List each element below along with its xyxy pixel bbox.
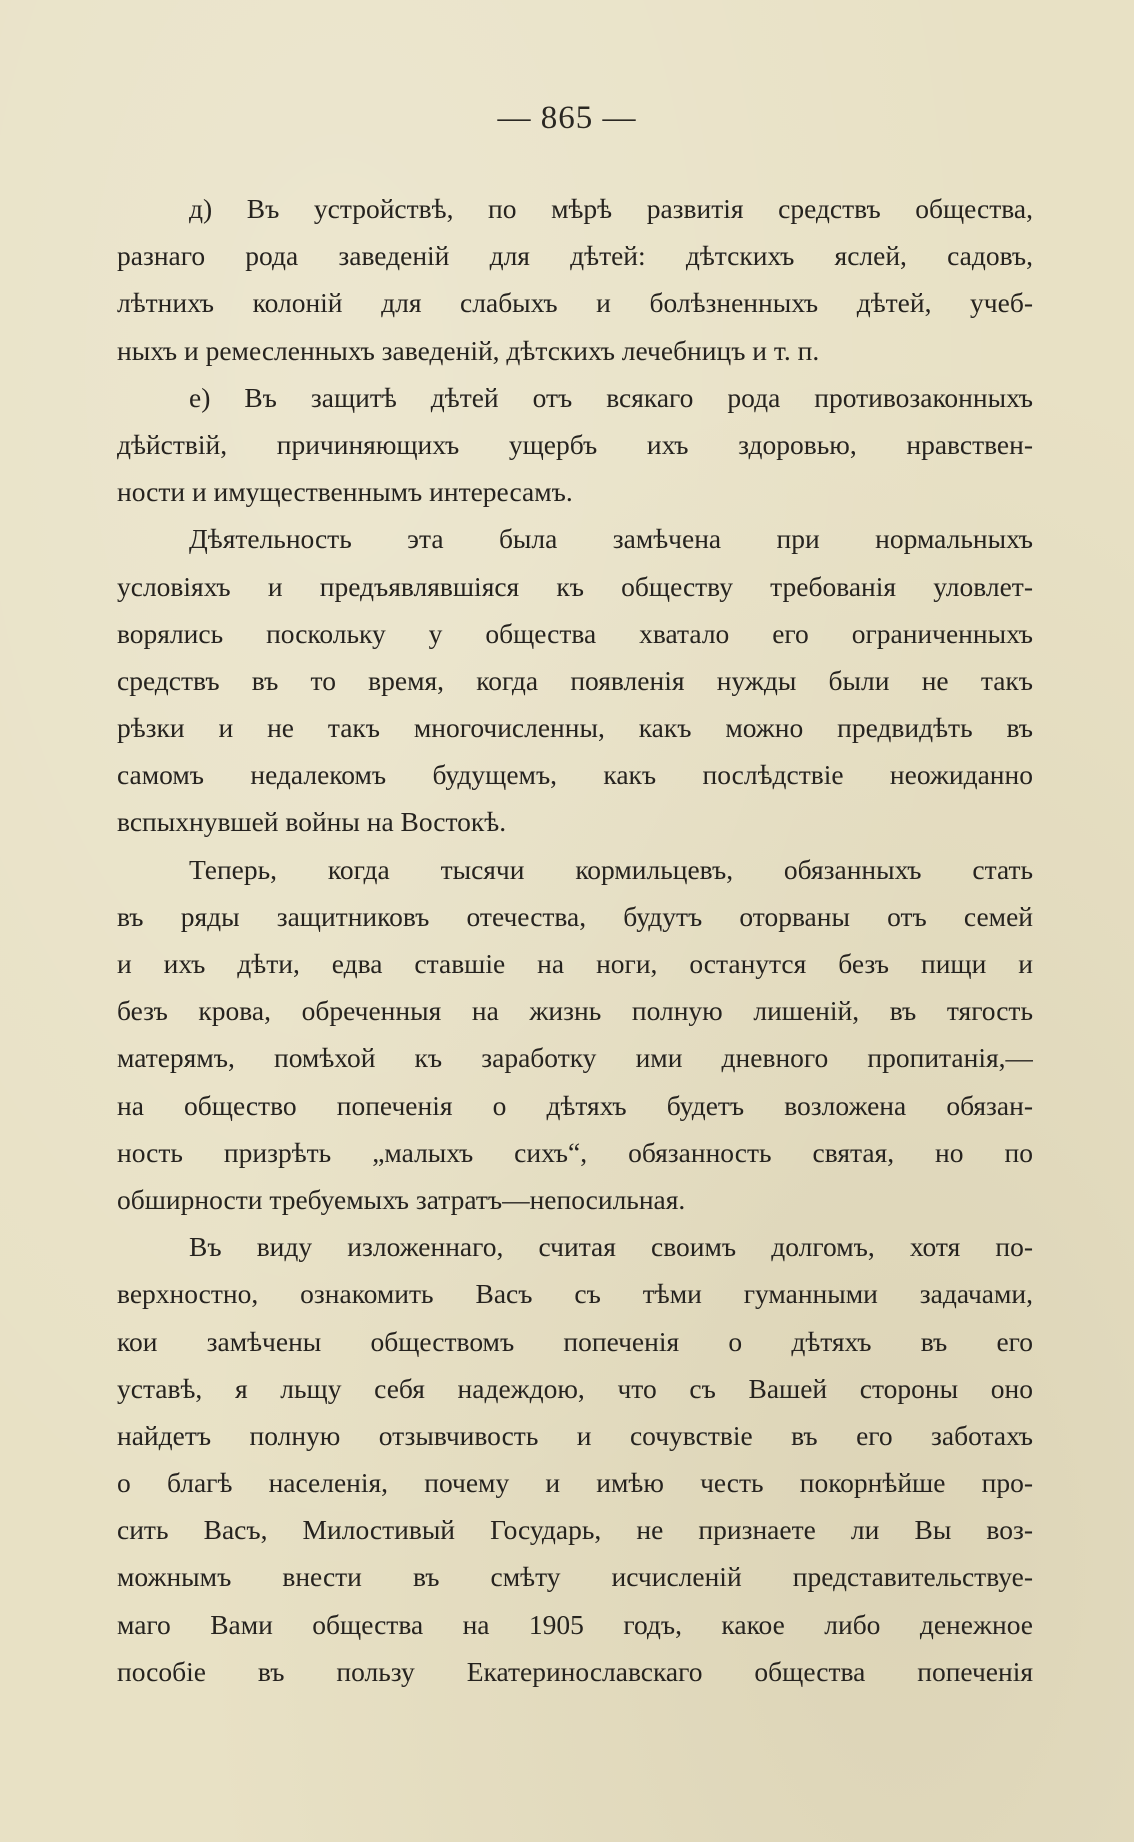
text-line: найдетъ полную отзывчивость и сочувствіе въ его заботахъ <box>117 1419 1033 1451</box>
text-line: на общество попеченія о дѣтяхъ будетъ возложена обязан- <box>117 1089 1033 1121</box>
text-line: самомъ недалекомъ будущемъ, какъ послѣдствіе неожиданно <box>117 759 1033 791</box>
text-line: ности и имущественнымъ интересамъ. <box>117 476 573 508</box>
text-line: д) Въ устройствѣ, по мѣрѣ развитія средствъ общества, <box>189 193 1033 224</box>
text-line: дѣйствій, причиняющихъ ущербъ ихъ здоровью, нравствен- <box>117 428 1033 460</box>
text-line: Въ виду изложеннаго, считая своимъ долгомъ, хотя по- <box>189 1231 1033 1263</box>
text-line: лѣтнихъ колоній для слабыхъ и болѣзненныхъ дѣтей, учеб- <box>117 287 1033 319</box>
text-line: средствъ въ то время, когда появленія нужды были не такъ <box>117 664 1033 696</box>
text-line: ныхъ и ремесленныхъ заведеній, дѣтскихъ лечебницъ и т. п. <box>117 334 820 366</box>
text-line: разнаго рода заведеній для дѣтей: дѣтскихъ яслей, садовъ, <box>117 240 1033 272</box>
text-line: сить Васъ, Милостивый Государь, не признаете ли Вы воз- <box>117 1514 1033 1546</box>
text-line: уставѣ, я льщу себя надеждою, что съ Вашей стороны оно <box>117 1372 1033 1404</box>
text-line: рѣзки и не такъ многочисленны, какъ можно предвидѣть въ <box>117 712 1033 744</box>
text-line: пособіе въ пользу Екатеринославскаго общества попеченія <box>117 1655 1033 1687</box>
text-line: кои замѣчены обществомъ попеченія о дѣтяхъ въ его <box>117 1325 1033 1357</box>
text-line: ность призрѣть „малыхъ сихъ“, обязанность святая, но по <box>117 1136 1033 1168</box>
text-line: въ ряды защитниковъ отечества, будутъ оторваны отъ семей <box>117 900 1033 932</box>
text-line: обширности требуемыхъ затратъ—непосильная. <box>117 1183 686 1215</box>
text-line: ворялись поскольку у общества хватало его ограниченныхъ <box>117 617 1033 649</box>
page-number: — 865 — <box>497 100 637 136</box>
text-line: матерямъ, помѣхой къ заработку ими дневного пропитанія,— <box>117 1042 1033 1074</box>
text-line: маго Вами общества на 1905 годъ, какое либо денежное <box>117 1608 1033 1640</box>
text-line: условіяхъ и предъявлявшіяся къ обществу требованія уловлет- <box>117 570 1033 602</box>
text-line: и ихъ дѣти, едва ставшіе на ноги, останутся безъ пищи и <box>117 948 1033 979</box>
text-line: Теперь, когда тысячи кормильцевъ, обязанныхъ стать <box>189 853 1033 885</box>
text-line: вспыхнувшей войны на Востокѣ. <box>117 806 507 838</box>
text-line: е) Въ защитѣ дѣтей отъ всякаго рода противозаконныхъ <box>189 381 1033 413</box>
text-line: Дѣятельность эта была замѣчена при нормальныхъ <box>189 523 1033 555</box>
text-line: можнымъ внести въ смѣту исчисленій представительствуе- <box>117 1561 1033 1593</box>
text-line: о благѣ населенія, почему и имѣю честь покорнѣйше про- <box>117 1467 1033 1499</box>
text-line: безъ крова, обреченныя на жизнь полную лишеній, въ тягость <box>117 995 1033 1027</box>
text-line: верхностно, ознакомить Васъ съ тѣми гуманными задачами, <box>117 1278 1033 1310</box>
body-text <box>117 185 1033 1695</box>
